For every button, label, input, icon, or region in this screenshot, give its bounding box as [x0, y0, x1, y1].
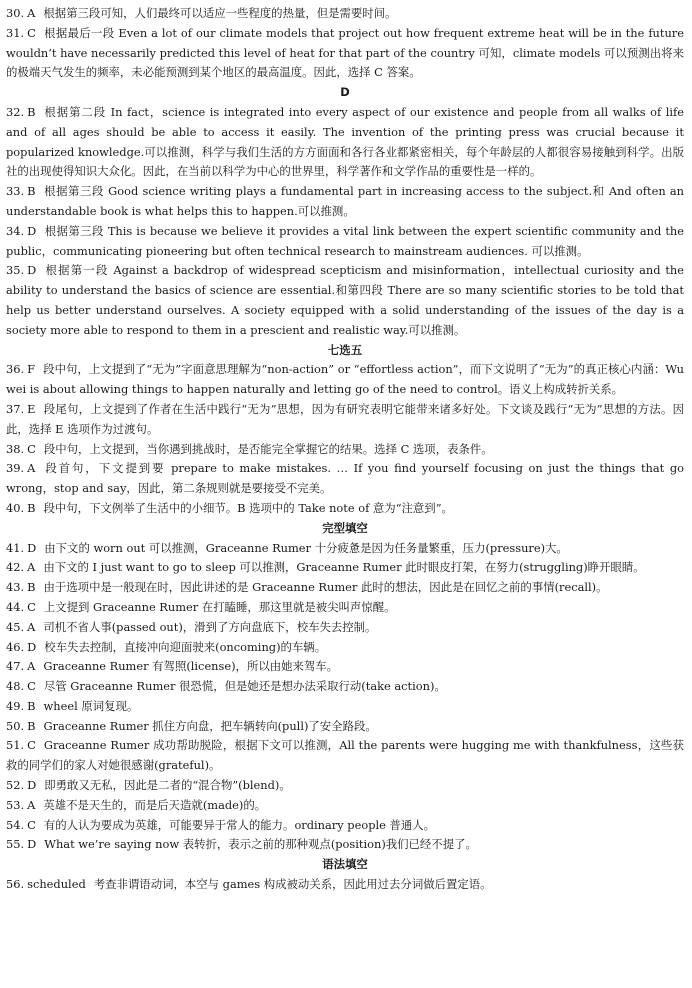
explanation-text: 段中句，下文例举了生活中的小细节。B 选项中的 Take note of 意为“注意到”。: [43, 500, 453, 515]
answer-choice: D: [27, 837, 37, 852]
explanation-text: 考查非谓语动词，本空与 games 构成被动关系，因此用过去分词做后置定语。: [93, 877, 492, 892]
answer-choice: A: [27, 797, 36, 812]
answer-choice: F: [27, 362, 36, 377]
answer-choice: A: [27, 560, 36, 575]
answer-choice: C: [27, 679, 36, 694]
answer-choice: D: [27, 778, 37, 793]
explanation-text: 根据第三段 Good science writing plays a fundamental part in increasing access to the subject.和 And often an understandable book is what helps this to happen.可以推测。: [6, 184, 684, 218]
question-number: 43.: [6, 580, 25, 595]
answer-item: [6, 776, 684, 796]
answer-item: [6, 816, 684, 836]
answer-choice: D: [27, 639, 37, 654]
explanation-text: Graceanne Rumer 有驾照(license)，所以由她来驾车。: [43, 659, 339, 674]
answer-item: [6, 578, 684, 598]
question-number: 56.: [6, 877, 25, 892]
answer-item: [6, 459, 684, 499]
answer-item: [6, 261, 684, 340]
answer-item: [6, 400, 684, 440]
explanation-text: 英雄不是天生的，而是后天造就(made)的。: [43, 797, 267, 812]
question-number: 40.: [6, 500, 25, 515]
question-number: 33.: [6, 184, 25, 199]
answer-item: [6, 657, 684, 677]
explanation-text: Graceanne Rumer 抓住方向盘，把车辆转向(pull)了安全路段。: [43, 718, 377, 733]
answer-item: [6, 677, 684, 697]
explanation-text: 根据第二段 In fact，science is integrated into every aspect of our existence and people from all walks of life and of all ages should be able to access it easily. The invention of the printing press was crucial because it popularized knowledge.可以推测，科学与我们生活的方方面面和各行各业都紧密相关，每个年龄层的人都很容易接触到科学。出版社的出现使得知识大众化。因此，在当前以科学为中心的世界里，科学著作和文学作品的重要性是一样的。: [6, 104, 684, 179]
question-number: 50.: [6, 718, 25, 733]
answer-choice: A: [27, 619, 36, 634]
explanation-text: 段首句，下文提到要 prepare to make mistakes. … If you find yourself focusing on just the things that go wrong，stop and say，因此，第二条规则就是要接受不完美。: [6, 461, 684, 496]
explanation-text: 段中句，上文提到，当你遇到挑战时，是否能完全掌握它的结果。选择 C 选项，表条件。: [43, 441, 493, 456]
question-number: 46.: [6, 639, 25, 654]
answer-choice: A: [27, 461, 36, 476]
explanation-text: What we’re saying now 表转折，表示之前的那种观点(position)我们已经不提了。: [44, 837, 477, 852]
question-number: 41.: [6, 540, 25, 555]
explanation-text: 根据第一段 Against a backdrop of widespread scepticism and misinformation，intellectual curiosity and the ability to understand the basics of science are essential.和第四段 There are so many scientific stories to be told that help us better understand ourselves. A society equipped with a solid understanding of the issues of the day is a society more able to respond to them in a prescient and realistic way.可以推测。: [6, 263, 684, 337]
answer-choice: D: [27, 540, 37, 555]
answer-choice: B: [27, 580, 36, 595]
question-number: 49.: [6, 698, 25, 713]
answer-item: [6, 598, 684, 618]
answer-item: [6, 103, 684, 182]
explanation-text: 即勇敢又无私，因此是二者的“混合物”(blend)。: [44, 778, 291, 793]
answer-item: [6, 835, 684, 855]
question-number: 54.: [6, 817, 25, 832]
explanation-text: 尽管 Graceanne Rumer 很恐慌，但是她还是想办法采取行动(take action)。: [43, 679, 446, 694]
answer-item: [6, 796, 684, 816]
question-number: 45.: [6, 619, 25, 634]
answer-choice: B: [27, 184, 36, 199]
answer-item: [6, 440, 684, 460]
question-number: 39.: [6, 461, 25, 476]
section-heading: 语法填空: [322, 857, 368, 872]
answer-choice: C: [27, 738, 36, 753]
explanation-text: 由于选项中是一般现在时，因此讲述的是 Graceanne Rumer 此时的想法，因此是在回忆之前的事情(recall)。: [43, 580, 608, 595]
question-number: 36.: [6, 362, 25, 377]
answer-item: [6, 618, 684, 638]
explanation-text: 上文提到 Graceanne Rumer 在打瞌睡，那这里就是被尖叫声惊醒。: [43, 599, 396, 614]
answer-choice: C: [27, 599, 36, 614]
answer-item: [6, 875, 684, 895]
answer-choice: A: [27, 659, 36, 674]
explanation-text: 根据第三段 This is because we believe it provides a vital link between the expert scientific community and the public，communicating pioneering but often technical research to mainstream audiences. 可以推测。: [6, 223, 684, 258]
answer-choice: A: [27, 6, 36, 20]
question-number: 37.: [6, 401, 25, 416]
explanation-text: Graceanne Rumer 成功帮助脱险，根据下文可以推测，All the parents were hugging me with thankfulness，这些获救的同学们的家人对她很感谢(grateful)。: [6, 738, 684, 773]
answer-choice: C: [27, 25, 36, 40]
answer-item: [6, 736, 684, 776]
explanation-text: 段尾句，上文提到了作者在生活中践行“无为”思想，因为有研究表明它能带来诸多好处。下文谈及践行“无为”思想的方法。因此，选择 E 选项作为过渡句。: [6, 401, 684, 436]
question-number: 35.: [6, 263, 25, 278]
answer-item: [6, 360, 684, 400]
question-number: 47.: [6, 659, 25, 674]
question-number: 52.: [6, 778, 25, 793]
answer-item: [6, 499, 684, 519]
answer-choice: C: [27, 817, 36, 832]
explanation-text: 根据最后一段 Even a lot of our climate models that project out how frequent extreme heat will be in the future wouldn’t have necessarily predicted this level of heat for that part of the country 可知，climate models 可以预测出将来的极端天气发生的频率，未必能预测到某个地区的最高温度。因此，选择 C 答案。: [6, 25, 684, 80]
question-number: 42.: [6, 560, 25, 575]
explanation-text: 校车失去控制，直接冲向迎面驶来(oncoming)的车辆。: [44, 639, 327, 654]
question-number: 30.: [6, 6, 25, 20]
explanation-text: 由下文的 worn out 可以推测，Graceanne Rumer 十分疲惫是因为任务量繁重，压力(pressure)大。: [44, 540, 568, 555]
question-number: 32.: [6, 104, 25, 119]
answer-item: [6, 539, 684, 559]
question-number: 34.: [6, 223, 25, 238]
question-number: 44.: [6, 599, 25, 614]
answer-choice: D: [27, 263, 37, 278]
explanation-text: 段中句，上文提到了“无为”字面意思理解为“non-action” or “effortless action”，而下文说明了“无为”的真正核心内涵：Wu wei is about allowing things to happen naturally and letting go of the need to control。语义上构成转折关系。: [6, 362, 684, 397]
answer-choice: D: [27, 223, 37, 238]
section-heading: D: [340, 85, 350, 100]
answer-choice: B: [27, 104, 36, 119]
answer-item: [6, 697, 684, 717]
answer-choice: B: [27, 698, 36, 713]
answer-item: [6, 24, 684, 83]
answer-item: [6, 4, 684, 24]
question-number: 53.: [6, 797, 25, 812]
explanation-text: wheel 原词复现。: [43, 698, 139, 713]
section-heading: 七选五: [327, 342, 363, 357]
explanation-text: 根据第三段可知，人们最终可以适应一些程度的热量，但是需要时间。: [43, 6, 397, 20]
explanation-text: 由下文的 I just want to go to sleep 可以推测，Graceanne Rumer 此时眼皮打架，在努力(struggling)睁开眼睛。: [43, 560, 645, 575]
answer-choice: E: [27, 401, 36, 416]
answer-item: [6, 558, 684, 578]
question-number: 51.: [6, 738, 25, 753]
question-number: 48.: [6, 679, 25, 694]
explanation-text: 司机不省人事(passed out)，滑到了方向盘底下，校车失去控制。: [43, 619, 377, 634]
question-number: 38.: [6, 441, 25, 456]
question-number: 55.: [6, 837, 25, 852]
question-number: 31.: [6, 25, 25, 40]
explanation-text: 有的人认为要成为英雄，可能要异于常人的能力。ordinary people 普通人。: [43, 817, 436, 832]
answer-item: [6, 182, 684, 222]
section-heading: 完型填空: [322, 520, 368, 535]
answer-item: [6, 222, 684, 262]
answer-choice: C: [27, 441, 36, 456]
answer-choice: scheduled: [27, 877, 86, 892]
answer-choice: B: [27, 500, 36, 515]
answer-choice: B: [27, 718, 36, 733]
answer-item: [6, 638, 684, 658]
answer-item: [6, 717, 684, 737]
